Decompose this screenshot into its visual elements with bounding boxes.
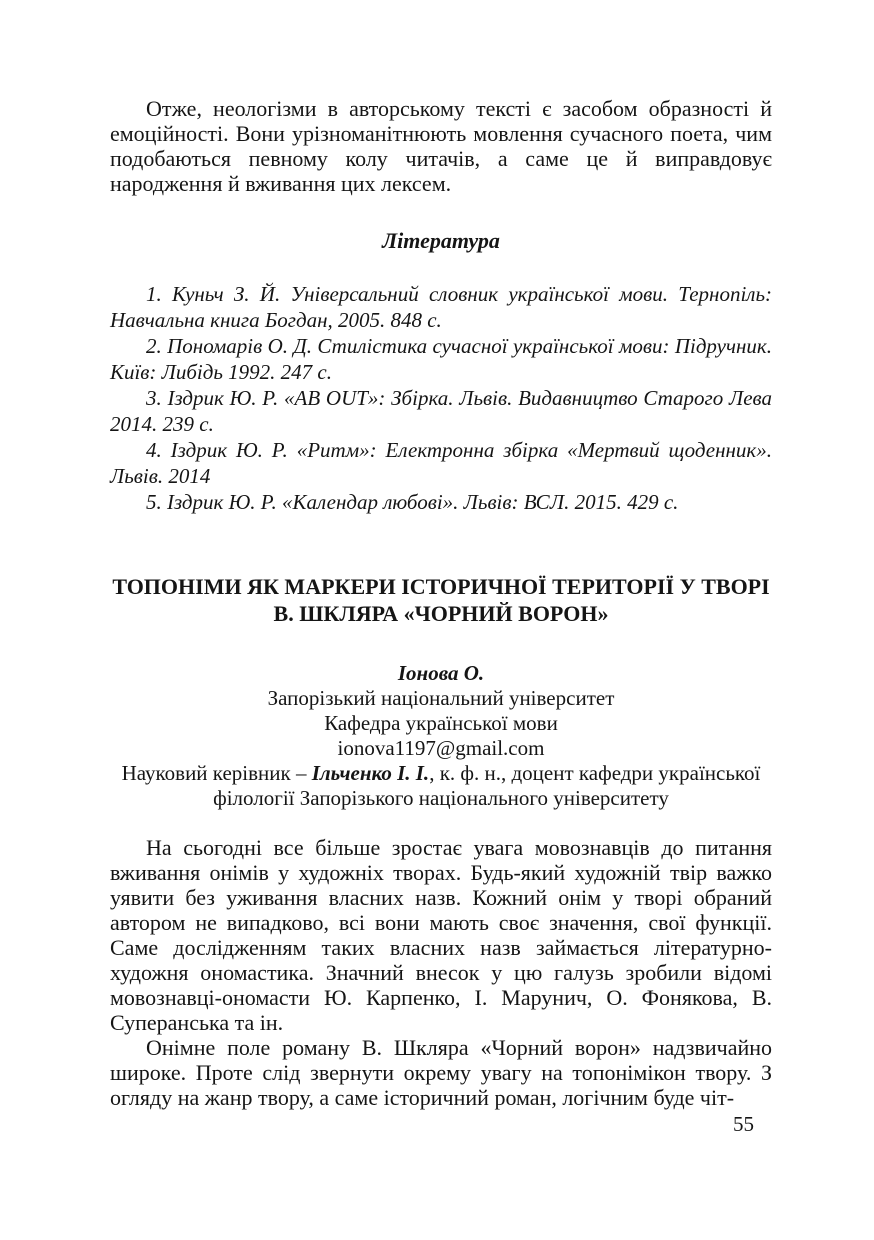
author-email: ionova1197@gmail.com bbox=[337, 736, 545, 760]
page-number: 55 bbox=[733, 1112, 754, 1136]
affiliation-university: Запорізький національний університет bbox=[267, 686, 615, 710]
supervisor-prefix: Науковий керівник – bbox=[121, 761, 312, 785]
body-paragraph-1: На сьогодні все більше зростає увага мовознавців до питання вживання онімів у художніх творах. Будь-який художній твір важко уявити без уживання власних назв. Кожний онім у творі обраний автором не випадково, всі вони мають своє значення, свої функції. Саме дослідженням таких власних назв займається літературно-художня ономастика. Значний внесок у цю галузь зробили відомі мовознавці-ономасти Ю. Карпенко, І. Марунич, О. Фонякова, В. Суперанська та ін. bbox=[110, 835, 772, 1035]
reference-item-4: 4. Іздрик Ю. Р. «Ритм»: Електронна збірка «Мертвий щоденник». Львів. 2014 bbox=[110, 438, 772, 488]
reference-item-3: 3. Іздрик Ю. Р. «AB OUT»: Збірка. Львів. Видавництво Старого Лева 2014. 239 с. bbox=[110, 386, 772, 436]
author-block bbox=[110, 661, 772, 811]
author-name: Іонова О. bbox=[397, 661, 485, 685]
reference-item-5: 5. Іздрик Ю. Р. «Календар любові». Львів: ВСЛ. 2015. 429 с. bbox=[146, 490, 679, 514]
article-body bbox=[110, 835, 772, 1110]
article-title: ТОПОНІМИ ЯК МАРКЕРИ ІСТОРИЧНОЇ ТЕРИТОРІЇ У ТВОРІ В. ШКЛЯРА «ЧОРНИЙ ВОРОН» bbox=[112, 574, 770, 626]
body-paragraph-2: Онімне поле роману В. Шкляра «Чорний ворон» надзвичайно широке. Проте слід звернути окрему увагу на топонімікон твору. З огляду на жанр твору, а саме історичний роман, логічним буде чіт- bbox=[110, 1035, 772, 1110]
reference-list bbox=[110, 281, 772, 515]
supervisor-line bbox=[110, 761, 772, 811]
affiliation-department: Кафедра української мови bbox=[324, 711, 558, 735]
closing-paragraph: Отже, неологізми в авторському тексті є засобом образності й емоційності. Вони урізноманітнюють мовлення сучасного поета, чим подобаються певному колу читачів, а саме це й виправдовує народження й вживання цих лексем. bbox=[110, 96, 772, 196]
supervisor-degree: , к. ф. н., доцент кафедри української філології Запорізького національного університету bbox=[213, 761, 761, 810]
literature-heading: Література bbox=[382, 228, 500, 253]
supervisor-name: Ільченко І. І. bbox=[311, 761, 430, 785]
reference-item-1: 1. Куньч З. Й. Універсальний словник української мови. Тернопіль: Навчальна книга Богдан, 2005. 848 с. bbox=[110, 282, 772, 332]
reference-item-2: 2. Пономарів О. Д. Стилістика сучасної української мови: Підручник. Київ: Либідь 1992. 247 с. bbox=[110, 334, 772, 384]
